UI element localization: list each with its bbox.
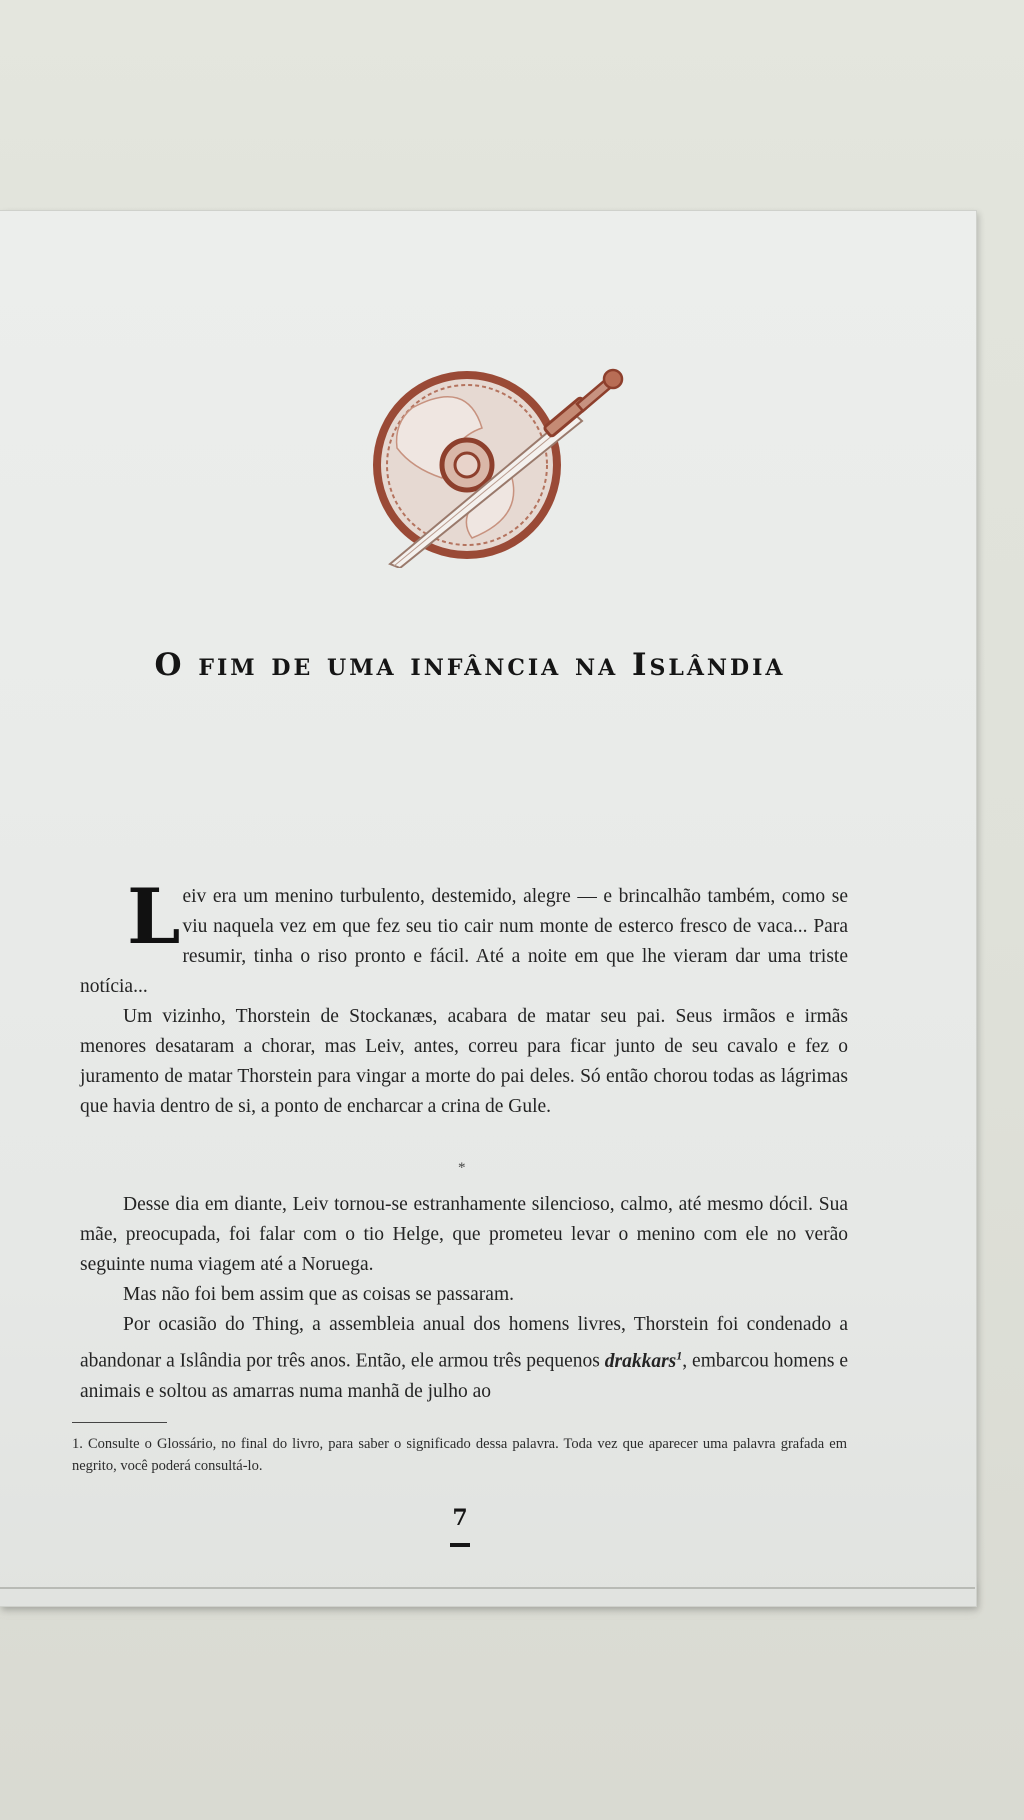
glossary-term xyxy=(604,1348,683,1372)
footnote-rule xyxy=(72,1422,167,1423)
paragraph-1-text: eiv era um menino turbulento, destemido, alegre — e brincalhão também, como se viu naquela vez em que fez seu tio cair num monte de esterco fresco de vaca... Para resumir, tinha o riso pronto e fácil. Até a noite em que lhe vieram dar uma triste notícia... xyxy=(80,886,848,997)
body-text-top xyxy=(80,872,848,1122)
paragraph-1 xyxy=(80,872,848,1002)
drop-cap: L xyxy=(127,872,181,961)
paragraph-5-end: , embarcou homens e animais e soltou as amarras numa manhã de julho ao xyxy=(80,1350,848,1402)
page-number-underline xyxy=(450,1543,470,1547)
body-text-bottom xyxy=(80,1190,848,1407)
paragraph-5-start: Por ocasião do Thing, a assembleia anual dos homens livres, Thorstein foi condenado a abandonar a Islândia por três anos. Então, ele armou três pequenos xyxy=(80,1314,848,1372)
section-separator: * xyxy=(458,1160,466,1176)
paragraph-3: Desse dia em diante, Leiv tornou-se estranhamente silencioso, calmo, até mesmo dócil. Sua mãe, preocupada, foi falar com o tio Helge, que prometeu levar o menino com ele no verão seguinte numa viagem até a Noruega. xyxy=(80,1194,848,1275)
chapter-title: O fim de uma infância na Islândia xyxy=(154,647,786,683)
shield-and-sword-icon xyxy=(372,368,632,568)
paragraph-5 xyxy=(80,1310,848,1407)
page-bottom-edge xyxy=(0,1587,975,1589)
footnote-marker: 1 xyxy=(676,1348,683,1362)
paragraph-4: Mas não foi bem assim que as coisas se passaram. xyxy=(123,1284,514,1305)
page-number: 7 xyxy=(452,1505,468,1531)
glossary-term-text: drakkars xyxy=(604,1350,677,1372)
paragraph-2: Um vizinho, Thorstein de Stockanæs, acabara de matar seu pai. Seus irmãos e irmãs menores desataram a chorar, mas Leiv, antes, correu para ficar junto de seu cavalo e fez o juramento de matar Thorstein para vingar a morte do pai deles. Só então chorou todas as lágrimas que havia dentro de si, a ponto de encharcar a crina de Gule. xyxy=(80,1006,848,1117)
footnote: 1. Consulte o Glossário, no final do livro, para saber o significado dessa palavra. Toda vez que aparecer uma palavra grafada em negrito, você poderá consultá-lo. xyxy=(72,1436,847,1474)
